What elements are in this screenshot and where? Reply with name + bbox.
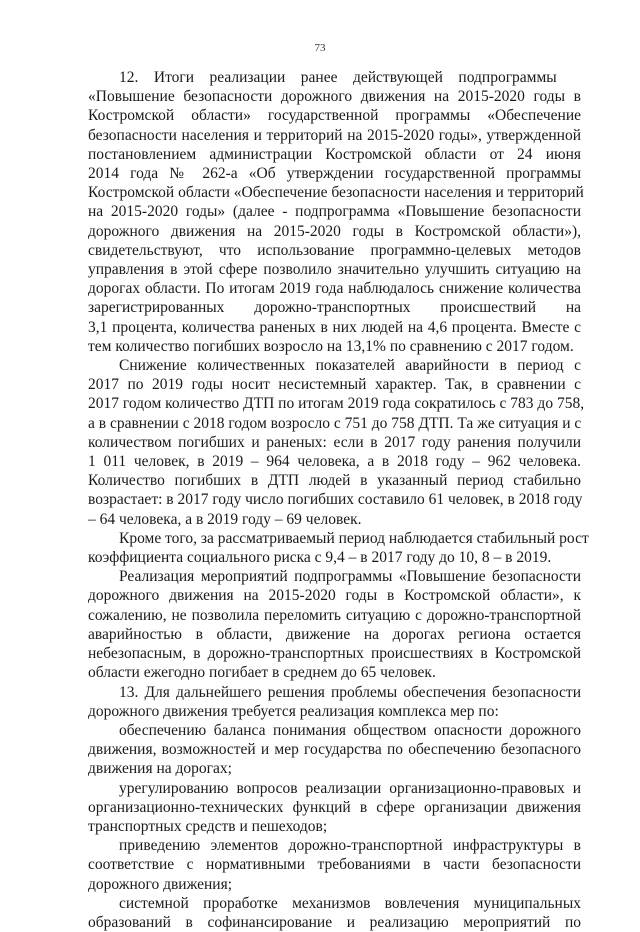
- text-line: свидетельствуют, что использование программно-целевых методов: [88, 241, 581, 259]
- text-line: 12. Итоги реализации ранее действующей подпрограммы: [119, 69, 557, 86]
- body-text: [88, 68, 589, 932]
- text-line: соответствие с нормативными требованиями в части безопасности: [88, 856, 581, 874]
- text-line: Количество погибших в ДТП людей в указанный период стабильно: [88, 472, 581, 490]
- text-line: Снижение количественных показателей аварийности в период с: [119, 357, 581, 375]
- text-line: дорожного движения;: [88, 875, 233, 893]
- text-line: движения, возможностей и мер государства по обеспечению безопасного: [88, 741, 581, 759]
- text-line: количеством погибших и раненых: если в 2017 году ранения получили: [88, 433, 581, 451]
- text-line: Костромской области «Обеспечение безопасности населения и территорий: [88, 184, 584, 202]
- text-line: области ежегодно погибает в среднем до 65 человек.: [88, 664, 436, 682]
- text-line: дорожного движения на 2015-2020 годы в Костромской области»),: [88, 222, 581, 240]
- text-line: безопасности населения и территорий на 2015-2020 годы», утвержденной: [88, 126, 581, 144]
- text-line: 13. Для дальнейшего решения проблемы обеспечения безопасности: [119, 683, 581, 701]
- text-line: аварийностью в области, движение на дорогах региона остается: [88, 625, 581, 643]
- text-line: организационно-технических функций в сфере организации движения: [88, 798, 581, 816]
- paragraph: [88, 68, 584, 356]
- text-line: а в сравнении с 2018 годом возросло с 751 до 758 ДТП. Та же ситуация и с: [88, 414, 582, 432]
- text-line: 2017 по 2019 годы носит несистемный характер. Так, в сравнении с: [88, 376, 581, 394]
- paragraph: [88, 894, 581, 932]
- text-line: дорожного движения требуется реализация комплекса мер по:: [88, 702, 499, 720]
- text-line: обеспечению баланса понимания обществом опасности дорожного: [119, 721, 581, 739]
- text-line: Костромской области» государственной программы «Обеспечение: [88, 107, 581, 125]
- text-line: сожалению, не позволила переломить ситуацию с дорожно-транспортной: [88, 606, 581, 624]
- text-line: Реализация мероприятий подпрограммы «Повышение безопасности: [119, 568, 581, 586]
- text-line: образований в софинансирование и реализацию мероприятий по: [88, 913, 581, 931]
- text-line: транспортных средств и пешеходов;: [88, 817, 328, 835]
- paragraph: [88, 721, 581, 779]
- text-line: дорогах области. По итогам 2019 года наблюдалось снижение количества: [88, 280, 581, 298]
- page-number: 73: [314, 42, 326, 54]
- text-line: – 64 человека, а в 2019 году – 69 человек.: [88, 510, 362, 528]
- text-line: коэффициента социального риска с 9,4 – в 2017 году до 10, 8 – в 2019.: [88, 549, 552, 567]
- text-line: возрастает: в 2017 году число погибших составило 61 человек, в 2018 году: [88, 491, 583, 509]
- text-line: движения на дорогах;: [88, 760, 232, 778]
- text-line: небезопасным, в дорожно-транспортных происшествиях в Костромской: [88, 645, 581, 663]
- text-line: 1 011 человек, в 2019 – 964 человека, а в 2018 году – 962 человека.: [88, 453, 581, 471]
- text-line: Кроме того, за рассматриваемый период наблюдается стабильный рост: [119, 529, 589, 547]
- text-line: дорожного движения на 2015-2020 годы в Костромской области», к: [88, 587, 581, 605]
- text-line: на 2015-2020 годы» (далее - подпрограмма «Повышение безопасности: [88, 203, 581, 221]
- text-line: постановлением администрации Костромской области от 24 июня: [88, 145, 581, 163]
- text-line: 2017 годом количество ДТП по итогам 2019 года сократилось с 783 до 758,: [88, 395, 585, 413]
- paragraph: [88, 779, 581, 837]
- text-line: зарегистрированных дорожно-транспортных происшествий на: [88, 299, 581, 317]
- paragraph: [88, 836, 581, 894]
- text-line: 3,1 процента, количества раненых в них людей на 4,6 процента. Вместе с: [88, 318, 581, 336]
- text-line: 2014 года № 262-а «Об утверждении государственной программы: [88, 165, 581, 183]
- paragraph: [88, 683, 581, 721]
- text-line: тем количество погибших возросло на 13,1% по сравнению с 2017 годом.: [88, 337, 574, 355]
- paragraph: [88, 529, 589, 567]
- text-line: управления в этой сфере позволило значительно улучшить ситуацию на: [88, 261, 581, 279]
- text-line: урегулированию вопросов реализации организационно-правовых и: [119, 779, 581, 797]
- text-line: системной проработке механизмов вовлечения муниципальных: [119, 894, 581, 912]
- paragraph: [88, 356, 585, 529]
- paragraph: [88, 567, 581, 682]
- text-line: «Повышение безопасности дорожного движения на 2015-2020 годы в: [88, 88, 581, 106]
- text-line: приведению элементов дорожно-транспортной инфраструктуры в: [119, 837, 581, 855]
